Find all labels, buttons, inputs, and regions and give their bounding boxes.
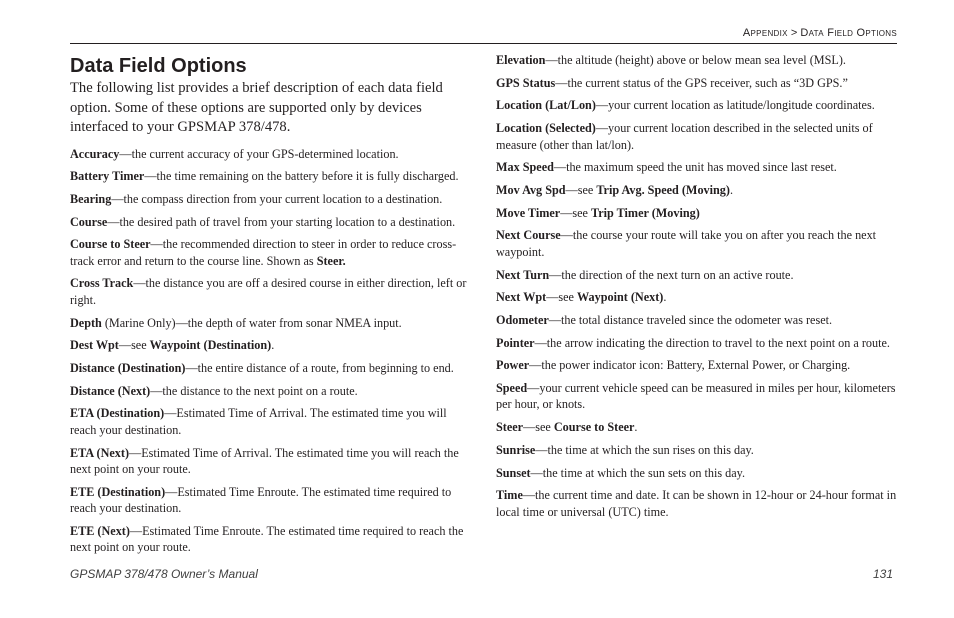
field-entry: [496, 205, 900, 222]
field-entry: [70, 214, 474, 231]
field-term: Sunset: [496, 465, 531, 480]
field-entry: [70, 315, 474, 332]
field-entry: [70, 146, 474, 163]
field-description: —the current status of the GPS receiver, such as “3D GPS.”: [555, 75, 848, 90]
field-entry: [70, 523, 474, 556]
intro-paragraph: The following list provides a brief description of each data field option. Some of these options are supported only by devices interfaced to your GPSMAP 378/478.: [70, 80, 443, 135]
field-description: —the power indicator icon: Battery, External Power, or Charging.: [529, 358, 851, 373]
field-entry: [70, 275, 474, 308]
field-cross-reference: Steer.: [316, 253, 346, 268]
field-description: —Estimated Time of Arrival. The estimated time you will reach your destination.: [70, 406, 447, 437]
field-description: —the altitude (height) above or below mean sea level (MSL).: [545, 53, 846, 67]
left-entry-list: [70, 146, 474, 556]
field-entry: [496, 97, 900, 114]
field-term: Bearing: [70, 191, 112, 206]
field-term: Move Timer: [496, 205, 561, 220]
field-entry: [70, 236, 474, 269]
field-description: —the time at which the sun rises on this day.: [535, 442, 754, 457]
field-description: —the maximum speed the unit has moved since last reset.: [553, 160, 837, 175]
field-term: GPS Status: [496, 75, 556, 90]
field-entry: [70, 360, 474, 377]
field-description: —Estimated Time of Arrival. The estimated time you will reach the next point on your route.: [70, 445, 459, 477]
field-description: —the total distance traveled since the odometer was reset.: [548, 312, 833, 327]
field-entry: [496, 419, 900, 436]
field-term: ETA (Destination): [70, 406, 165, 421]
header-separator: >: [790, 27, 798, 39]
field-entry: [70, 337, 474, 354]
field-term: Max Speed: [496, 160, 554, 175]
field-tail: .: [271, 338, 275, 353]
field-cross-reference: Waypoint (Destination): [149, 338, 272, 353]
field-term: Next Turn: [496, 267, 550, 282]
field-term: Mov Avg Spd: [496, 182, 566, 197]
left-column: [70, 54, 474, 562]
field-entry: [70, 484, 474, 517]
field-term: Next Course: [496, 228, 561, 243]
field-entry: [496, 487, 900, 520]
field-description: —the entire distance of a route, from beginning to end.: [185, 361, 454, 375]
field-term: Sunrise: [496, 442, 536, 457]
field-entry: [496, 335, 900, 352]
field-term: Steer: [496, 420, 524, 435]
footer-manual-title: GPSMAP 378/478 Owner’s Manual: [70, 567, 258, 581]
field-description: —the compass direction from your current location to a destination.: [111, 191, 443, 206]
field-cross-reference: Waypoint (Next): [577, 290, 664, 305]
field-description: —your current location as latitude/longitude coordinates.: [595, 98, 875, 113]
field-entry: [496, 52, 900, 69]
field-tail: .: [729, 182, 733, 197]
field-term: Speed: [496, 380, 528, 395]
field-entry: [70, 445, 474, 478]
field-term: Next Wpt: [496, 290, 547, 305]
field-description: —your current location described in the selected units of measure (other than lat/lon).: [496, 121, 873, 152]
header-section: Appendix: [742, 27, 788, 39]
field-description: —see: [523, 420, 554, 435]
field-term: Cross Track: [70, 276, 134, 291]
field-description: (Marine Only)—the depth of water from sonar NMEA input.: [101, 315, 402, 330]
field-term: ETA (Next): [70, 445, 130, 460]
field-description: —the current time and date. It can be shown in 12-hour or 24-hour format in local time or universal (UTC) time.: [496, 488, 897, 519]
field-description: —the distance to the next point on a route.: [150, 383, 358, 398]
field-description: —see: [560, 205, 591, 220]
right-entry-list: [496, 52, 900, 520]
field-term: Power: [496, 358, 530, 373]
field-description: —Estimated Time Enroute. The estimated time required to reach the next point on your route.: [70, 523, 464, 555]
field-description: —the course your route will take you on after you reach the next waypoint.: [496, 228, 877, 259]
field-tail: .: [634, 420, 638, 435]
field-description: —see: [118, 338, 150, 353]
field-description: —the time remaining on the battery before it is fully discharged.: [144, 169, 459, 184]
field-description: —the direction of the next turn on an active route.: [549, 267, 794, 282]
field-entry: [496, 267, 900, 284]
field-term: Elevation: [496, 53, 546, 67]
field-term: Time: [496, 488, 523, 503]
field-description: —the recommended direction to steer in order to reduce cross-track error and return to the course line. Shown as: [70, 237, 457, 268]
field-description: —see: [546, 290, 578, 305]
field-entry: [70, 405, 474, 438]
footer-page-number: 131: [872, 567, 893, 581]
field-description: —see: [565, 182, 597, 197]
right-column: [496, 52, 900, 526]
field-entry: [496, 120, 900, 153]
field-description: —the distance you are off a desired course in either direction, left or right.: [70, 276, 467, 307]
field-term: Depth: [70, 315, 102, 330]
field-term: ETE (Next): [70, 523, 130, 538]
field-tail: .: [663, 290, 667, 305]
field-entry: [496, 312, 900, 329]
running-header: [743, 27, 897, 39]
field-entry: [496, 75, 900, 92]
field-cross-reference: Trip Avg. Speed (Moving): [596, 182, 730, 197]
field-term: Location (Selected): [496, 121, 596, 136]
field-term: Distance (Next): [70, 383, 151, 398]
field-entry: [496, 442, 900, 459]
field-description: —Estimated Time Enroute. The estimated time required to reach your destination.: [70, 484, 452, 516]
field-description: —the arrow indicating the direction to travel to the next point on a route.: [534, 335, 890, 350]
field-entry: [70, 383, 474, 400]
field-entry: [496, 357, 900, 374]
field-entry: [70, 191, 474, 208]
header-title: Data Field Options: [800, 27, 897, 39]
field-term: Location (Lat/Lon): [496, 98, 596, 113]
field-entry: [496, 380, 900, 413]
page-title: Data Field Options: [70, 55, 247, 77]
field-entry: [496, 159, 900, 176]
field-cross-reference: Trip Timer (Moving): [591, 205, 700, 220]
field-description: —the time at which the sun sets on this day.: [530, 465, 746, 480]
field-term: Pointer: [496, 335, 535, 350]
field-cross-reference: Course to Steer: [553, 420, 635, 435]
header-rule: [70, 43, 897, 44]
field-description: —the desired path of travel from your starting location to a destination.: [107, 214, 456, 229]
field-term: ETE (Destination): [70, 484, 166, 499]
field-term: Battery Timer: [70, 169, 145, 184]
field-entry: [70, 168, 474, 185]
field-term: Course: [70, 214, 108, 229]
field-term: Accuracy: [70, 146, 120, 161]
field-entry: [496, 182, 900, 199]
field-entry: [496, 465, 900, 482]
field-description: —your current vehicle speed can be measured in miles per hour, kilometers per hour, or knots.: [496, 380, 896, 412]
field-term: Distance (Destination): [70, 361, 186, 375]
field-term: Dest Wpt: [70, 338, 119, 353]
field-entry: [496, 289, 900, 306]
field-description: —the current accuracy of your GPS-determined location.: [119, 146, 399, 161]
field-term: Course to Steer: [70, 237, 151, 252]
field-entry: [496, 227, 900, 260]
field-term: Odometer: [496, 312, 549, 327]
